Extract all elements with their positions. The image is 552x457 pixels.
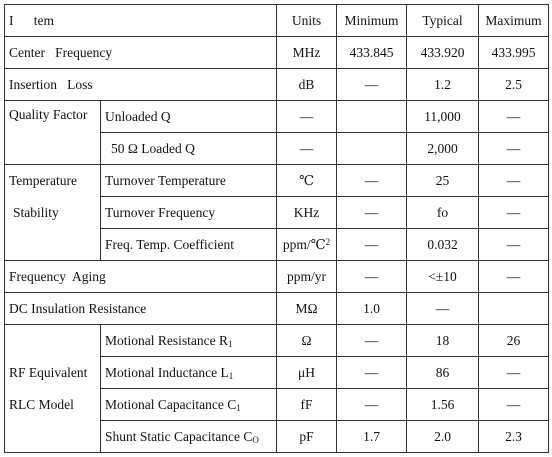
temp-coefficient-label: Freq. Temp. Coefficient xyxy=(101,229,277,261)
center-frequency-label: Center Frequency xyxy=(5,37,277,69)
shunt-capacitance-typ: 2.0 xyxy=(407,421,479,453)
motional-inductance-typ: 86 xyxy=(407,357,479,389)
dc-insulation-max xyxy=(479,293,549,325)
unloaded-q-label: Unloaded Q xyxy=(101,101,277,133)
turnover-temperature-min: — xyxy=(337,165,407,197)
turnover-frequency-typ: fo xyxy=(407,197,479,229)
motional-resistance-sub: 1 xyxy=(227,338,233,349)
table-row-frequency-aging xyxy=(5,261,549,293)
motional-capacitance-typ: 1.56 xyxy=(407,389,479,421)
rf-equivalent-line1: RF Equivalent xyxy=(9,364,88,380)
specification-table xyxy=(4,4,549,453)
motional-capacitance-min: — xyxy=(337,389,407,421)
dc-insulation-label: DC Insulation Resistance xyxy=(5,293,277,325)
temperature-stability-line1: Temperature xyxy=(9,173,78,188)
motional-capacitance-units: fF xyxy=(277,389,337,421)
center-frequency-min: 433.845 xyxy=(337,37,407,69)
turnover-frequency-label: Turnover Frequency xyxy=(101,197,277,229)
shunt-capacitance-sub: O xyxy=(252,434,259,445)
frequency-aging-units: ppm/yr xyxy=(277,261,337,293)
unloaded-q-units: — xyxy=(277,101,337,133)
temp-coefficient-min: — xyxy=(337,229,407,261)
turnover-frequency-max: — xyxy=(479,197,549,229)
motional-resistance-label xyxy=(101,325,277,357)
center-frequency-typ: 433.920 xyxy=(407,37,479,69)
dc-insulation-typ: — xyxy=(407,293,479,325)
dc-insulation-units: MΩ xyxy=(277,293,337,325)
shunt-capacitance-units: pF xyxy=(277,421,337,453)
turnover-temperature-max: — xyxy=(479,165,549,197)
motional-inductance-label xyxy=(101,357,277,389)
temperature-stability-group xyxy=(5,165,101,261)
turnover-frequency-units: KHz xyxy=(277,197,337,229)
motional-capacitance-sub: 1 xyxy=(236,402,241,413)
insertion-loss-max: 2.5 xyxy=(479,69,549,101)
header-maximum: Maximum xyxy=(479,5,549,37)
turnover-temperature-units: ℃ xyxy=(277,165,337,197)
motional-resistance-typ: 18 xyxy=(407,325,479,357)
motional-resistance-min: — xyxy=(337,325,407,357)
turnover-frequency-min: — xyxy=(337,197,407,229)
table-row-motional-resistance xyxy=(5,325,549,357)
header-minimum: Minimum xyxy=(337,5,407,37)
header-row xyxy=(5,5,549,37)
motional-resistance-max: 26 xyxy=(479,325,549,357)
motional-resistance-units: Ω xyxy=(277,325,337,357)
temp-coefficient-units xyxy=(277,229,337,261)
motional-inductance-text: Motional Inductance L xyxy=(105,364,229,380)
header-units: Units xyxy=(277,5,337,37)
dc-insulation-min: 1.0 xyxy=(337,293,407,325)
motional-capacitance-label xyxy=(101,389,277,421)
table-row-center-frequency xyxy=(5,37,549,69)
header-item: I tem xyxy=(5,5,277,37)
temp-coefficient-typ: 0.032 xyxy=(407,229,479,261)
temp-coefficient-units-sup: 2 xyxy=(325,236,331,247)
loaded-q-max: — xyxy=(479,133,549,165)
header-typical: Typical xyxy=(407,5,479,37)
center-frequency-max: 433.995 xyxy=(479,37,549,69)
rf-equivalent-line2: RLC Model xyxy=(9,396,74,412)
shunt-capacitance-min: 1.7 xyxy=(337,421,407,453)
quality-factor-group: Quality Factor xyxy=(5,101,101,165)
motional-inductance-max: — xyxy=(479,357,549,389)
insertion-loss-typ: 1.2 xyxy=(407,69,479,101)
turnover-temperature-label: Turnover Temperature xyxy=(101,165,277,197)
temp-coefficient-max: — xyxy=(479,229,549,261)
shunt-capacitance-max: 2.3 xyxy=(479,421,549,453)
frequency-aging-typ: <±10 xyxy=(407,261,479,293)
insertion-loss-min: — xyxy=(337,69,407,101)
frequency-aging-min: — xyxy=(337,261,407,293)
table-row-dc-insulation xyxy=(5,293,549,325)
shunt-capacitance-text: Shunt Static Capacitance C xyxy=(105,428,253,444)
rf-equivalent-group xyxy=(5,325,101,453)
turnover-temperature-typ: 25 xyxy=(407,165,479,197)
loaded-q-units: — xyxy=(277,133,337,165)
unloaded-q-min xyxy=(337,101,407,133)
loaded-q-typ: 2,000 xyxy=(407,133,479,165)
motional-inductance-sub: 1 xyxy=(228,370,234,381)
table-row-unloaded-q xyxy=(5,101,549,133)
insertion-loss-units: dB xyxy=(277,69,337,101)
loaded-q-label: 50 Ω Loaded Q xyxy=(101,133,277,165)
motional-capacitance-text: Motional Capacitance C xyxy=(105,396,237,412)
frequency-aging-max: — xyxy=(479,261,549,293)
temperature-stability-line2: Stability xyxy=(13,205,59,220)
motional-inductance-min: — xyxy=(337,357,407,389)
shunt-capacitance-label xyxy=(101,421,277,453)
loaded-q-min xyxy=(337,133,407,165)
table-row-turnover-temperature xyxy=(5,165,549,197)
temp-coefficient-units-base: ppm/℃ xyxy=(282,236,326,252)
center-frequency-units: MHz xyxy=(277,37,337,69)
motional-capacitance-max: — xyxy=(479,389,549,421)
insertion-loss-label: Insertion Loss xyxy=(5,69,277,101)
motional-resistance-text: Motional Resistance R xyxy=(105,332,228,348)
unloaded-q-max: — xyxy=(479,101,549,133)
unloaded-q-typ: 11,000 xyxy=(407,101,479,133)
frequency-aging-label: Frequency Aging xyxy=(5,261,277,293)
table-row-insertion-loss xyxy=(5,69,549,101)
motional-inductance-units: μH xyxy=(277,357,337,389)
